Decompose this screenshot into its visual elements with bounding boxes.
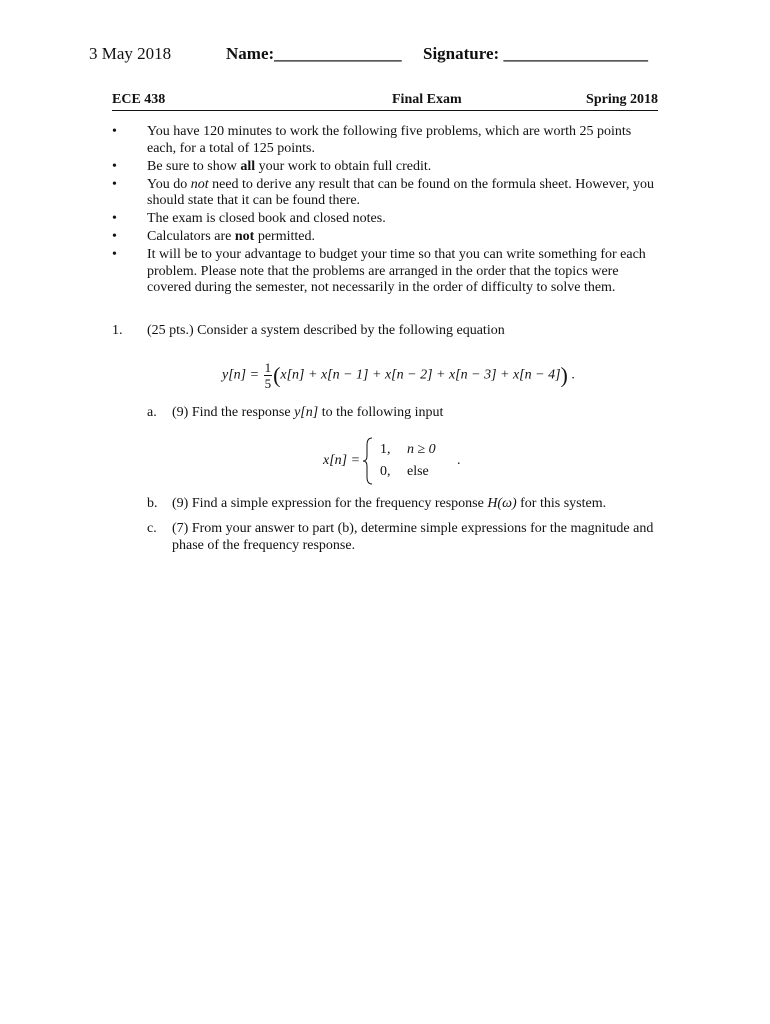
signature-field: Signature: _________________ — [423, 44, 648, 63]
name-field: Name:_______________ — [226, 44, 402, 63]
part-a-text-pre: (9) Find the response — [172, 405, 295, 420]
instruction-item — [112, 211, 658, 228]
part-c-text: (7) From your answer to part (b), determine simple expressions for the magnitude and phase of the frequency response. — [172, 521, 654, 553]
input-row1-condition: n ≥ 0 — [407, 442, 436, 457]
instruction-text: Calculators are — [147, 229, 235, 244]
equation-fraction — [264, 360, 273, 391]
bullet-icon: • — [112, 247, 117, 262]
problem-statement: (25 pts.) Consider a system described by the following equation — [147, 323, 505, 338]
exam-title: Final Exam — [392, 92, 462, 107]
input-row2-condition: else — [407, 464, 429, 479]
fraction-numerator: 1 — [264, 360, 272, 375]
part-a-label: a. — [147, 405, 157, 420]
instruction-text: You do — [147, 176, 191, 192]
input-definition — [323, 437, 473, 487]
bullet-icon: • — [112, 176, 117, 192]
input-row2-value: 0, — [380, 464, 391, 479]
input-lhs: x[n] = — [323, 453, 361, 468]
instruction-text-post: need to derive any result that can be found on the formula sheet. However, you should state that it can be found there. — [147, 176, 654, 208]
instruction-text-post: your work to obtain full credit. — [255, 158, 432, 174]
top-line — [89, 44, 689, 68]
instruction-item — [112, 124, 658, 157]
instruction-emphasis: not — [190, 176, 209, 192]
instruction-text: Be sure to show — [147, 158, 241, 174]
course-code: ECE 438 — [112, 92, 166, 107]
part-a-text — [172, 405, 662, 422]
bullet-icon: • — [112, 158, 117, 174]
part-c-label: c. — [147, 521, 157, 536]
exam-term: Spring 2018 — [586, 92, 658, 107]
bullet-icon: • — [112, 229, 117, 244]
instruction-item — [112, 159, 658, 176]
course-header — [112, 92, 658, 111]
part-a-math: y[n] — [294, 405, 319, 420]
instruction-emphasis: all — [240, 158, 256, 174]
instruction-text: It will be to your advantage to budget your time so that you can write something for each problem. Please note that the problems are arranged in the order that the topics were covered during the semester, not necessarily in the order of difficulty to solve them. — [147, 247, 646, 295]
exam-date: 3 May 2018 — [89, 44, 172, 63]
instruction-text: You have 120 minutes to work the following five problems, which are worth 25 points each, for a total of 125 points. — [147, 124, 632, 156]
right-paren: ) — [560, 362, 568, 388]
part-b-math: H(ω) — [487, 496, 517, 511]
part-a-text-post: to the following input — [318, 405, 444, 420]
equation-end: . — [571, 367, 575, 383]
part-b-text-pre: (9) Find a simple expression for the frequency response — [172, 496, 488, 511]
instruction-item — [112, 177, 658, 210]
bullet-icon: • — [112, 211, 117, 226]
bullet-icon: • — [112, 124, 117, 139]
left-brace — [363, 437, 373, 485]
problem-number: 1. — [112, 323, 123, 338]
part-b-text-post: for this system. — [516, 496, 607, 511]
instruction-text-post: permitted. — [254, 229, 315, 244]
part-b-label: b. — [147, 496, 158, 511]
instruction-item — [112, 229, 658, 246]
equation-lhs: y[n] = — [222, 367, 260, 383]
instructions-list — [112, 124, 658, 298]
instruction-item — [112, 247, 658, 297]
instruction-emphasis: not — [234, 229, 255, 244]
input-row1-value: 1, — [380, 442, 391, 457]
left-paren: ( — [273, 362, 281, 388]
instruction-text: The exam is closed book and closed notes. — [147, 211, 386, 226]
difference-equation — [222, 360, 575, 391]
fraction-denominator: 5 — [264, 376, 272, 391]
equation-body: x[n] + x[n − 1] + x[n − 2] + x[n − 3] + x[n − 4] — [280, 367, 561, 383]
part-b-text — [172, 496, 662, 513]
input-end: . — [457, 453, 461, 468]
